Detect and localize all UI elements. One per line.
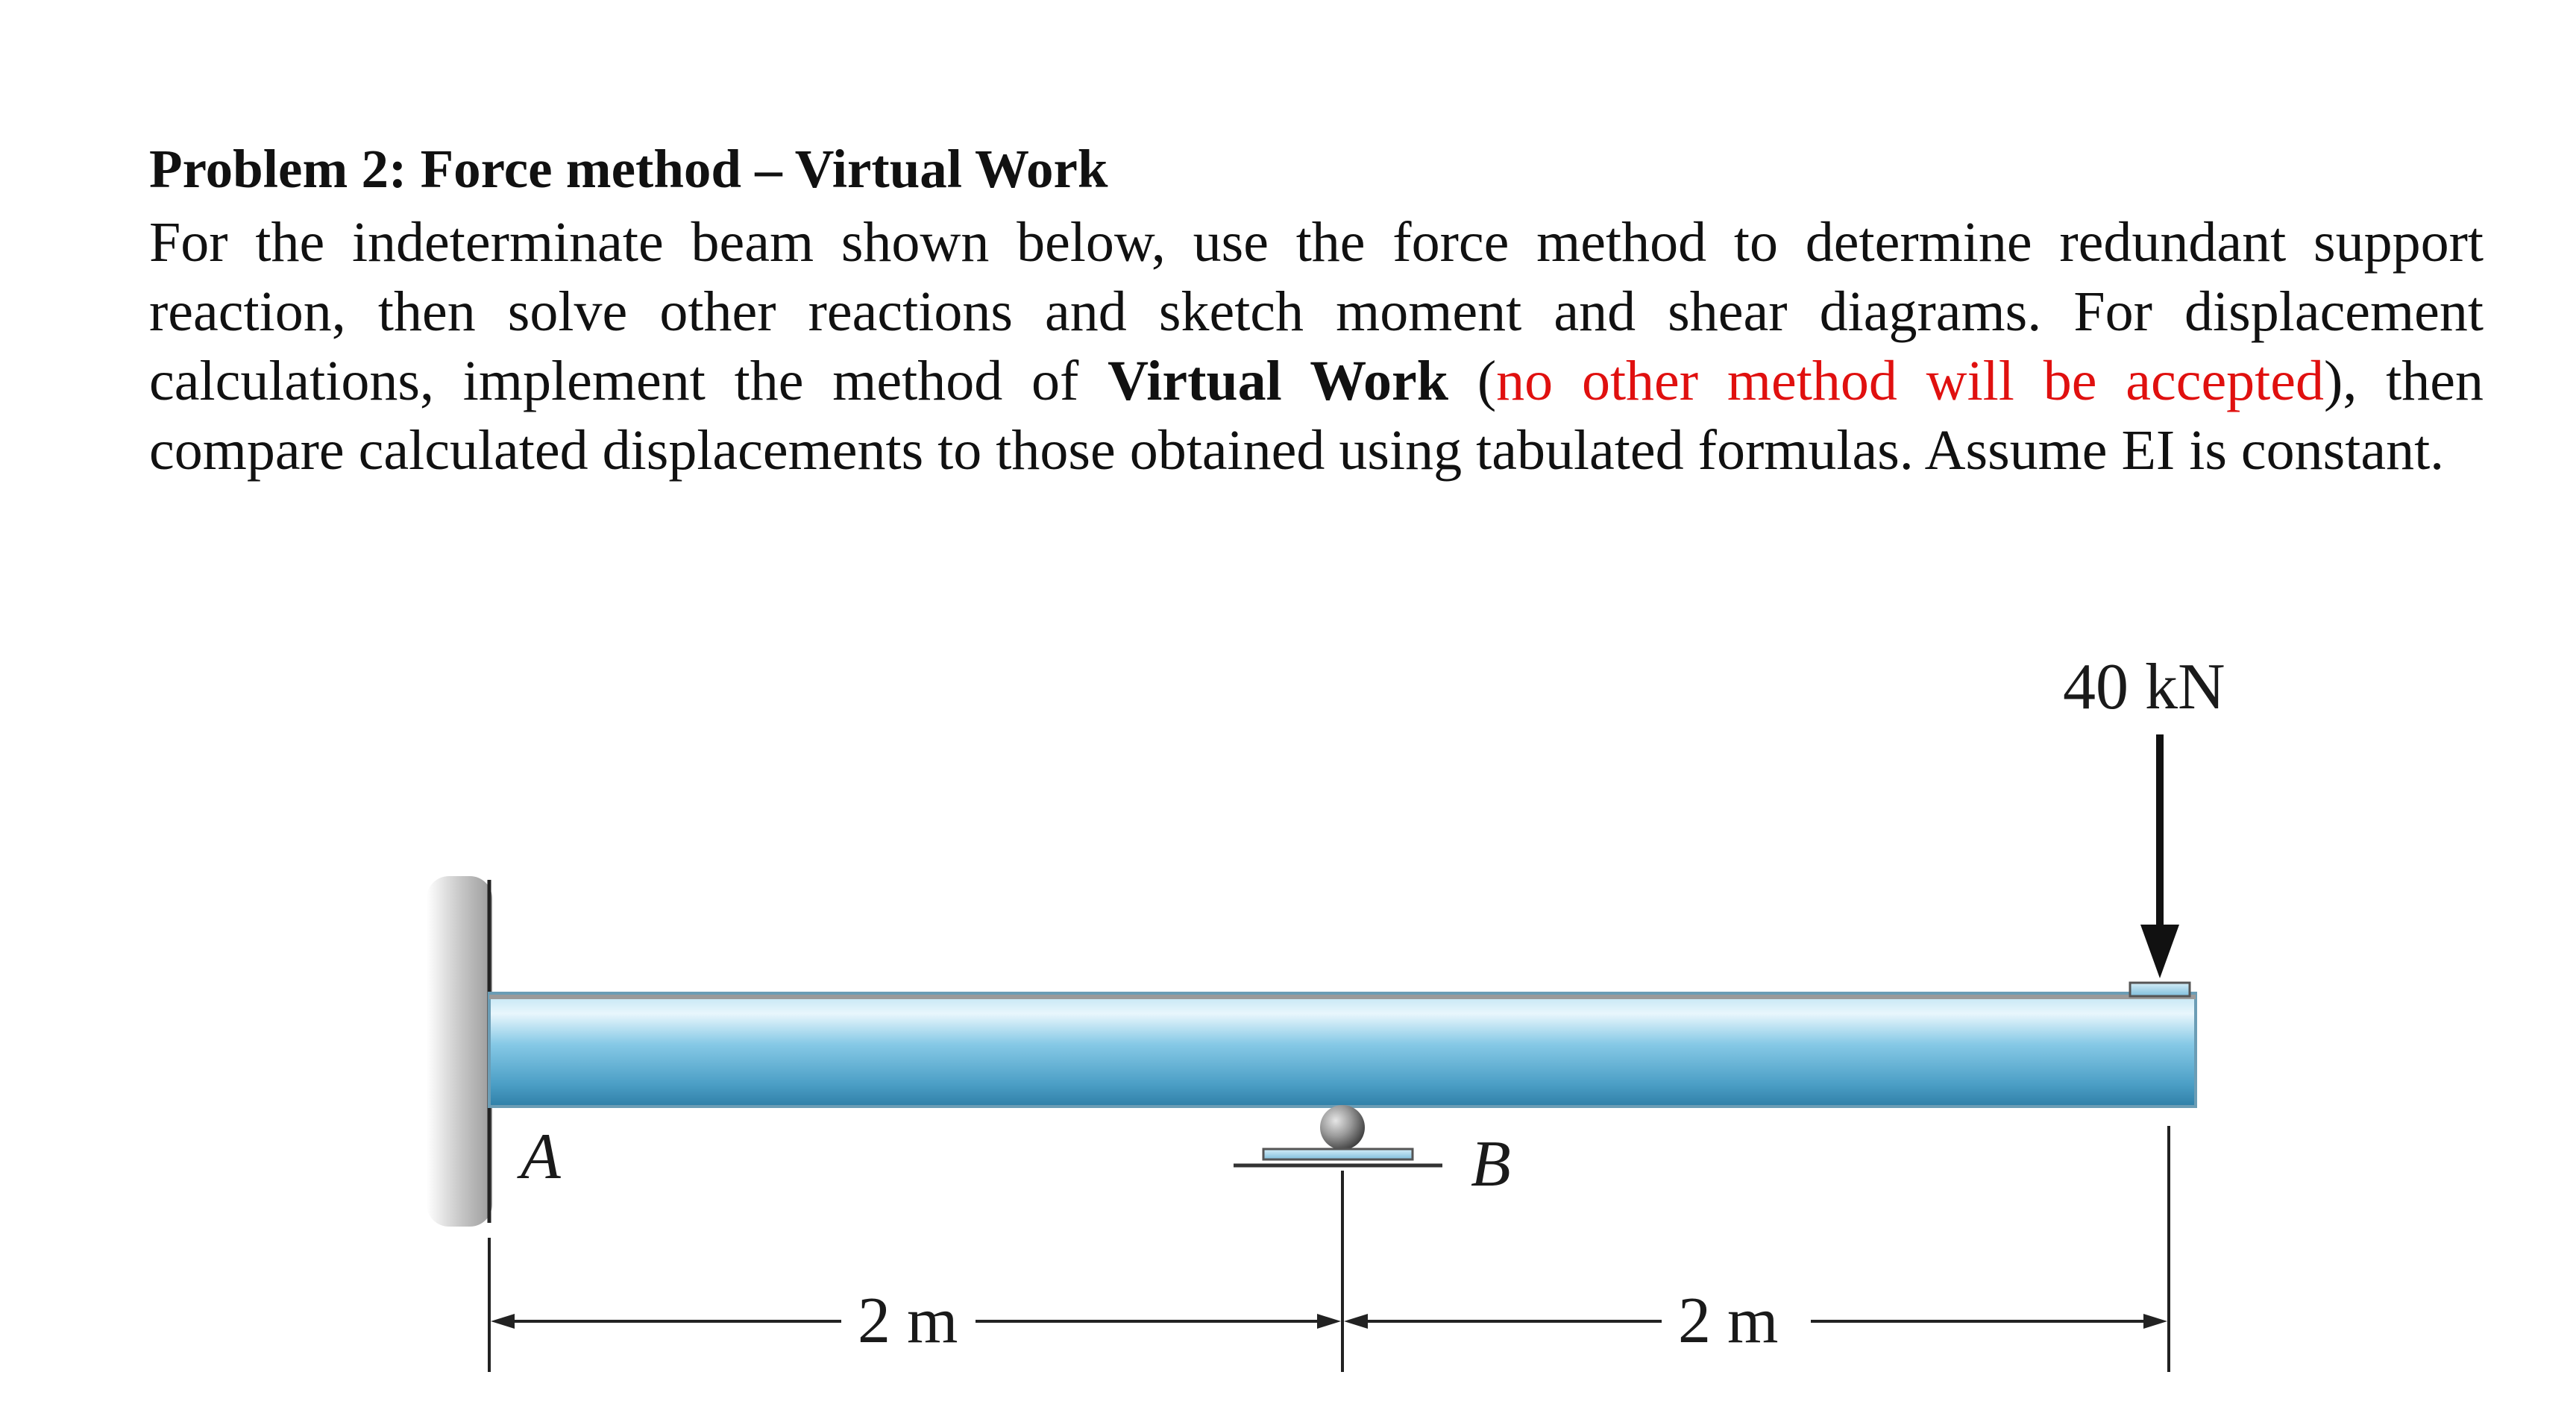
statement-part-2: ), then compare calculated displacements to those obtained using tabulated formulas. Assume EI is constant. bbox=[149, 350, 2484, 482]
beam bbox=[489, 993, 2196, 1107]
support-b-label: B bbox=[1471, 1128, 1511, 1200]
load-label: 40 kN bbox=[2063, 651, 2225, 723]
load-arrow-icon bbox=[2140, 925, 2179, 978]
support-a-label: A bbox=[521, 1121, 561, 1193]
dim2-arrow-right-icon bbox=[2143, 1314, 2167, 1329]
statement-paren-open: ( bbox=[1448, 350, 1497, 412]
roller-support-b bbox=[1234, 1105, 1442, 1165]
statement-warning: no other method will be accepted bbox=[1496, 350, 2325, 412]
dim1-arrow-left-icon bbox=[491, 1314, 515, 1329]
fixed-support-a bbox=[427, 876, 492, 1227]
dim2-arrow-left-icon bbox=[1344, 1314, 1368, 1329]
problem-heading: Problem 2: Force method – Virtual Work bbox=[149, 139, 1108, 199]
roller-icon bbox=[1320, 1105, 1365, 1150]
roller-plate bbox=[1263, 1149, 1413, 1159]
dimension-lines bbox=[489, 1126, 2169, 1372]
fixed-wall-shade bbox=[427, 876, 492, 1227]
statement-bold-term: Virtual Work bbox=[1108, 350, 1449, 412]
dim1-label: 2 m bbox=[858, 1285, 958, 1357]
point-load bbox=[2063, 651, 2225, 996]
beam-body bbox=[489, 993, 2196, 1107]
load-plate bbox=[2130, 983, 2190, 996]
dim1-arrow-right-icon bbox=[1317, 1314, 1341, 1329]
statement-part-1: For the indeterminate beam shown below, use the force method to determine redundant support reaction, then solve other reactions and sketch moment and shear diagrams. For displacement calculations, implement the method of bbox=[149, 211, 2484, 412]
dim2-label: 2 m bbox=[1678, 1285, 1779, 1357]
